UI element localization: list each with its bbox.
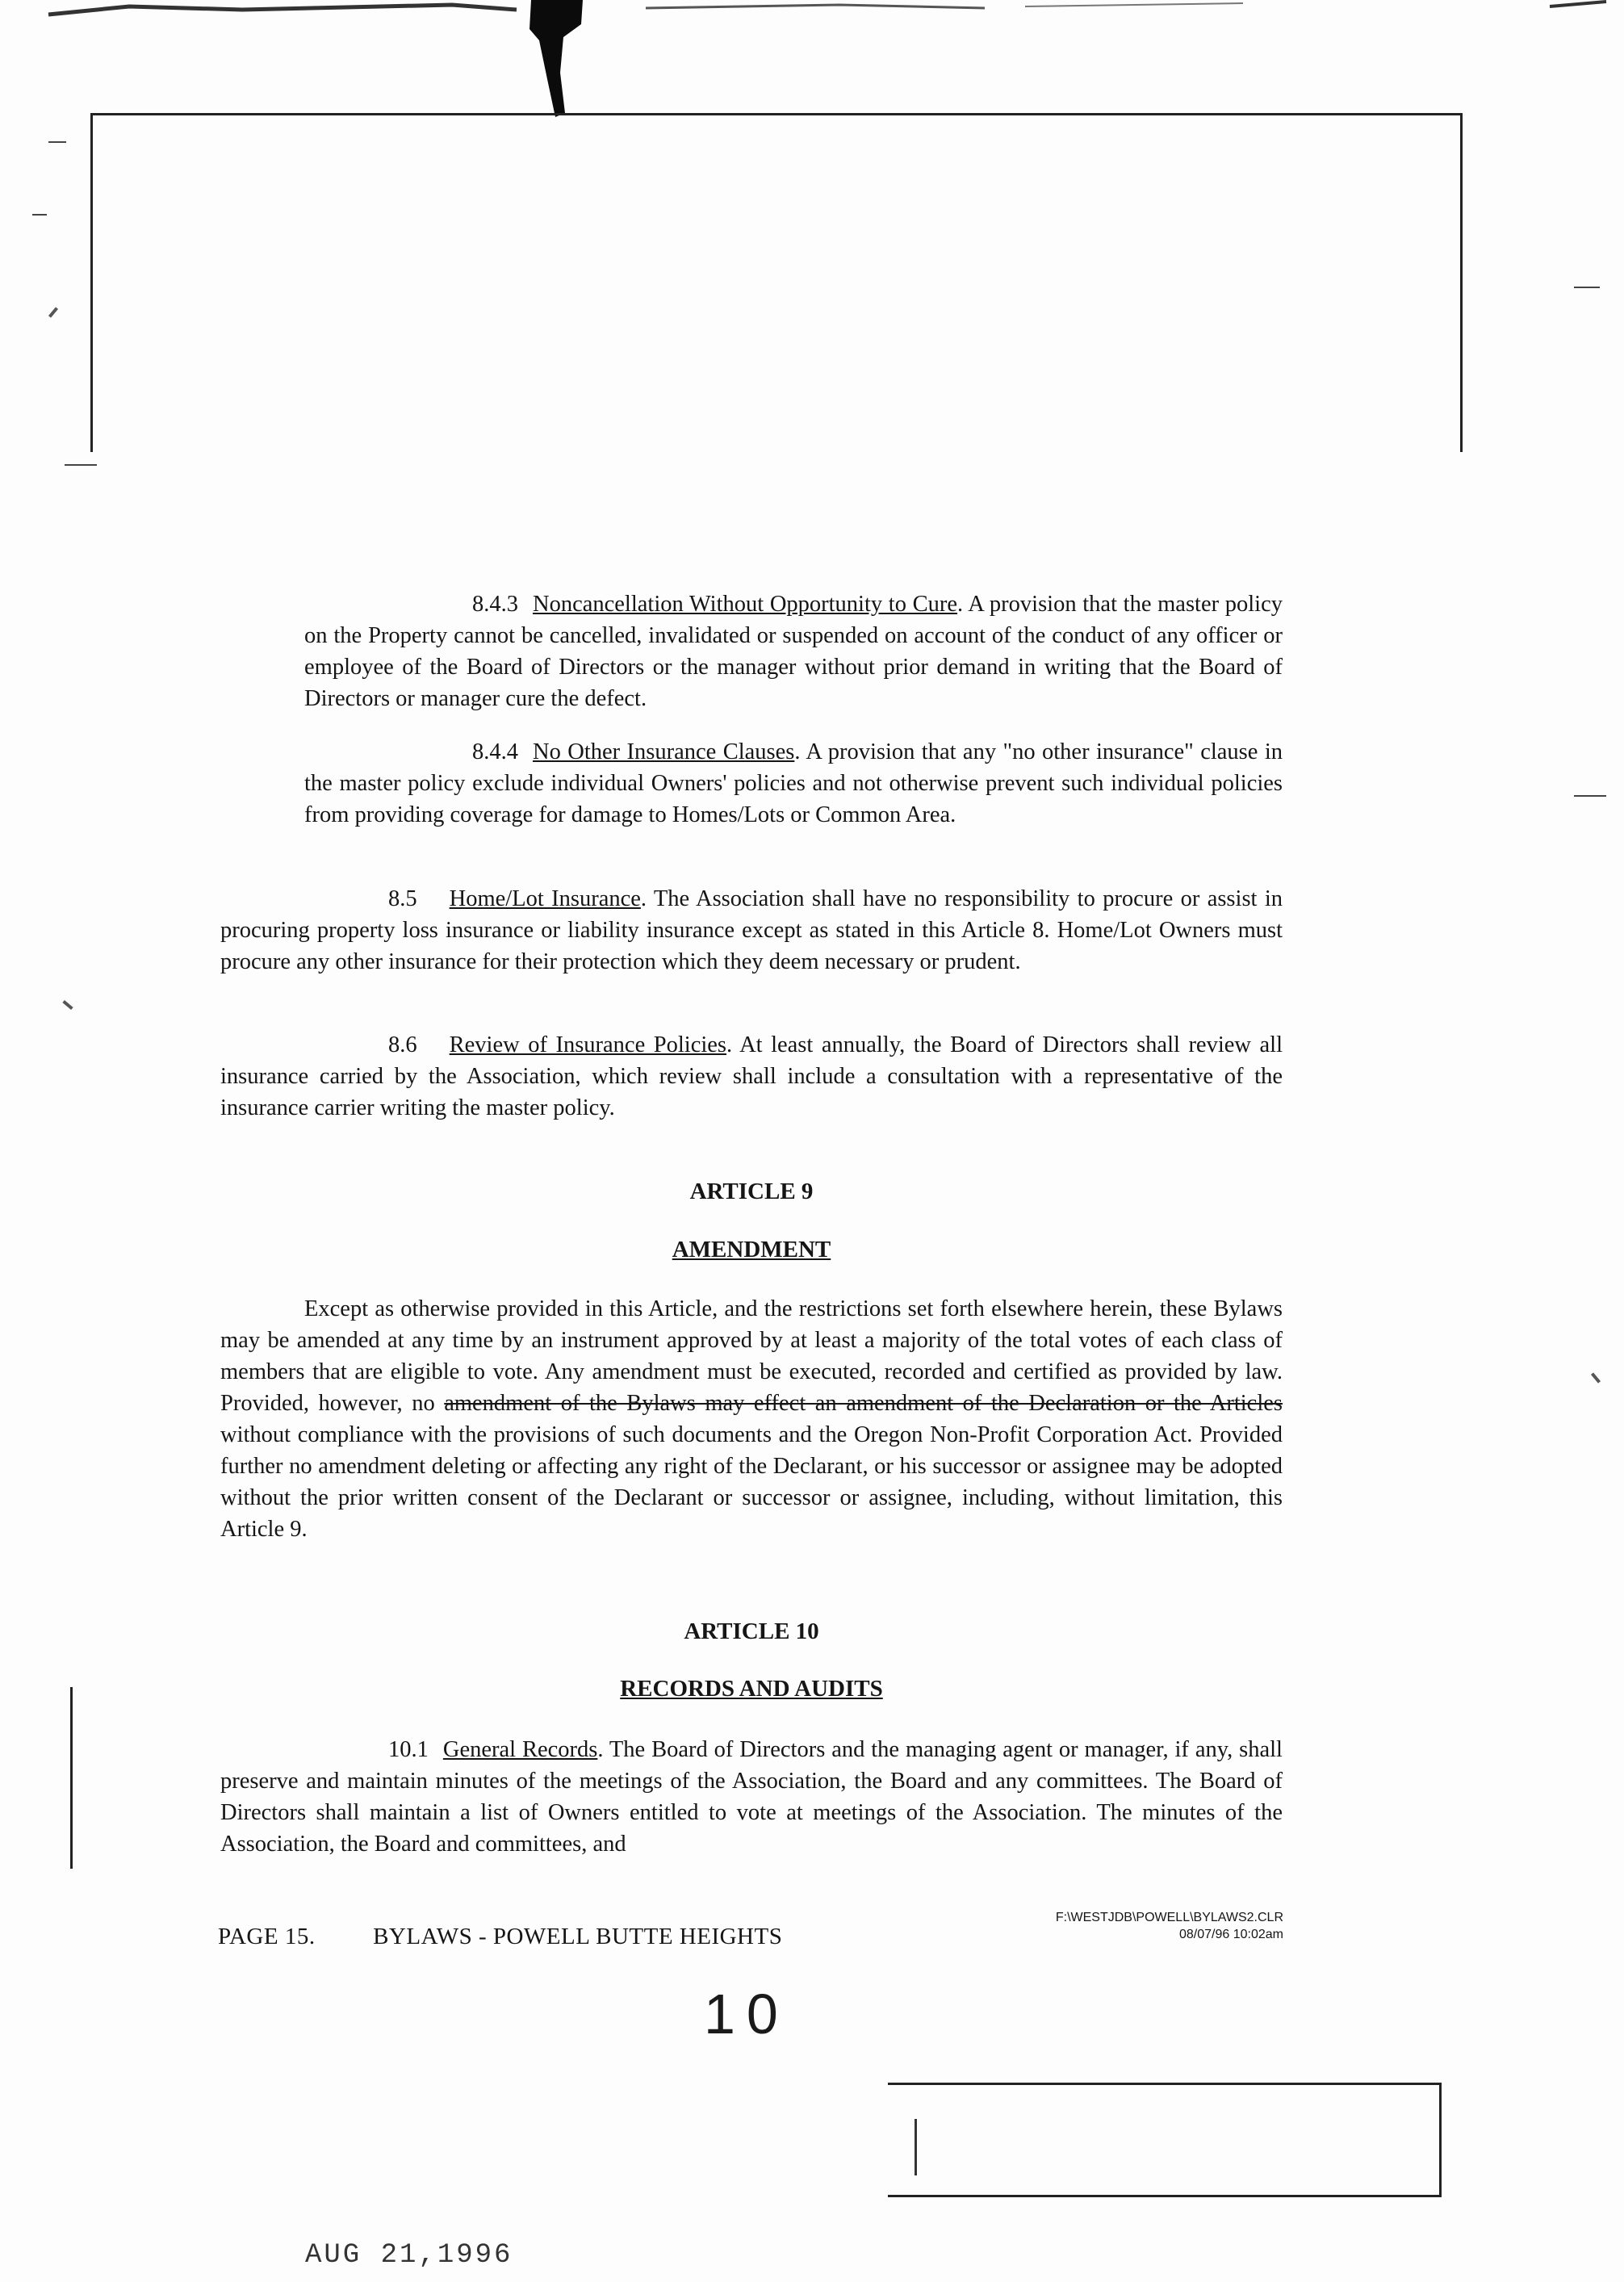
ink-blot [525,0,589,121]
section-body: . At least annually, the Board of Directors shall review all insurance carried by the Association, which review shall include a consultation with a representative of the insurance carrier writing the master policy. [220,1032,1283,1120]
section-title: Home/Lot Insurance [449,886,641,911]
article-9-body-part2: without compliance with the provisions of such documents and the Oregon Non-Profit Corporation Act. Provided further no amendment deleting or affecting any right of the Declarant, or his successor or assignee may be adopted without the prior written consent of the Declarant or successor or assignee, including, without limitation, this Article 9. [220,1422,1283,1542]
handwritten-page-number: 10 [704,1983,789,2045]
section-title: General Records [442,1737,598,1762]
file-path: F:\WESTJDB\POWELL\BYLAWS2.CLR [1055,1911,1283,1924]
article-9-subheading: AMENDMENT [672,1237,831,1262]
margin-mark [32,214,47,216]
section-8-4-4 [304,736,1283,831]
footer-document-title: BYLAWS - POWELL BUTTE HEIGHTS [373,1924,783,1949]
article-9-heading: ARTICLE 9 [689,1179,814,1204]
section-number: 8.4.4 [472,739,518,764]
section-title: Noncancellation Without Opportunity to Cure [533,592,958,617]
article-9-body-struck: amendment of the Bylaws may effect an amendment of the Declaration or the Articles [444,1391,1283,1416]
section-body: . The Association shall have no responsibility to procure or assist in procuring property loss insurance or liability insurance except as stated in this Article 8. Home/Lot Owners must procure any other insurance for their protection which they deem necessary or prudent. [220,886,1283,974]
stamp-frame-top [90,113,1463,452]
section-number: 8.6 [388,1032,417,1057]
file-reference [985,1909,1283,1943]
margin-mark [1574,287,1600,288]
footer-page-label: PAGE 15. [218,1924,316,1949]
section-title: No Other Insurance Clauses [533,739,795,764]
margin-mark [48,141,66,143]
article-9-body [220,1293,1283,1545]
section-body: . A provision that any "no other insurance" clause in the master policy exclude individual Owners' policies and not otherwise prevent such individual policies from providing coverage for damage to Homes/Lots or Common Area. [304,739,1283,827]
section-8-4-3 [304,588,1283,714]
margin-mark [1591,1372,1601,1383]
margin-mark [65,464,97,466]
section-10-1 [220,1734,1283,1860]
section-number: 10.1 [388,1737,429,1762]
article-10-heading: ARTICLE 10 [684,1618,819,1644]
page-footer [218,1924,782,1950]
frame-mark [915,2119,917,2175]
file-timestamp: 08/07/96 10:02am [1179,1928,1283,1941]
received-date-stamp: AUG 21,1996 [305,2240,513,2271]
article-9-body-part1: Except as otherwise provided in this Article, and the restrictions set forth elsewhere herein, these Bylaws may be amended at any time by an instrument approved by at least a majority of the total votes of each class of members that are eligible to vote. Any amendment must be executed, recorded and certified as provided by law. Provided, however, no [220,1296,1283,1416]
margin-bracket [68,1687,73,1869]
margin-mark [1574,795,1606,797]
stamp-frame-bottom [888,2083,1442,2197]
section-body: . A provision that the master policy on the Property cannot be cancelled, invalidated or suspended on account of the conduct of any officer or employee of the Board of Directors or the manager without prior demand in writing that the Board of Directors or manager cure the defect. [304,592,1283,711]
section-8-6 [220,1029,1283,1124]
section-title: Review of Insurance Policies [449,1032,726,1057]
article-10-subheading: RECORDS AND AUDITS [620,1676,883,1702]
margin-mark [48,307,58,317]
section-number: 8.4.3 [472,592,518,617]
margin-mark [62,1000,73,1010]
scan-smudge-top [32,0,1614,24]
section-body: . The Board of Directors and the managing agent or manager, if any, shall preserve and maintain minutes of the meetings of the Association, the Board and any committees. The Board of Directors shall maintain a list of Owners entitled to vote at meetings of the Association. The minutes of the Association, the Board and committees, and [220,1737,1283,1857]
section-8-5 [220,883,1283,978]
section-number: 8.5 [388,886,417,911]
